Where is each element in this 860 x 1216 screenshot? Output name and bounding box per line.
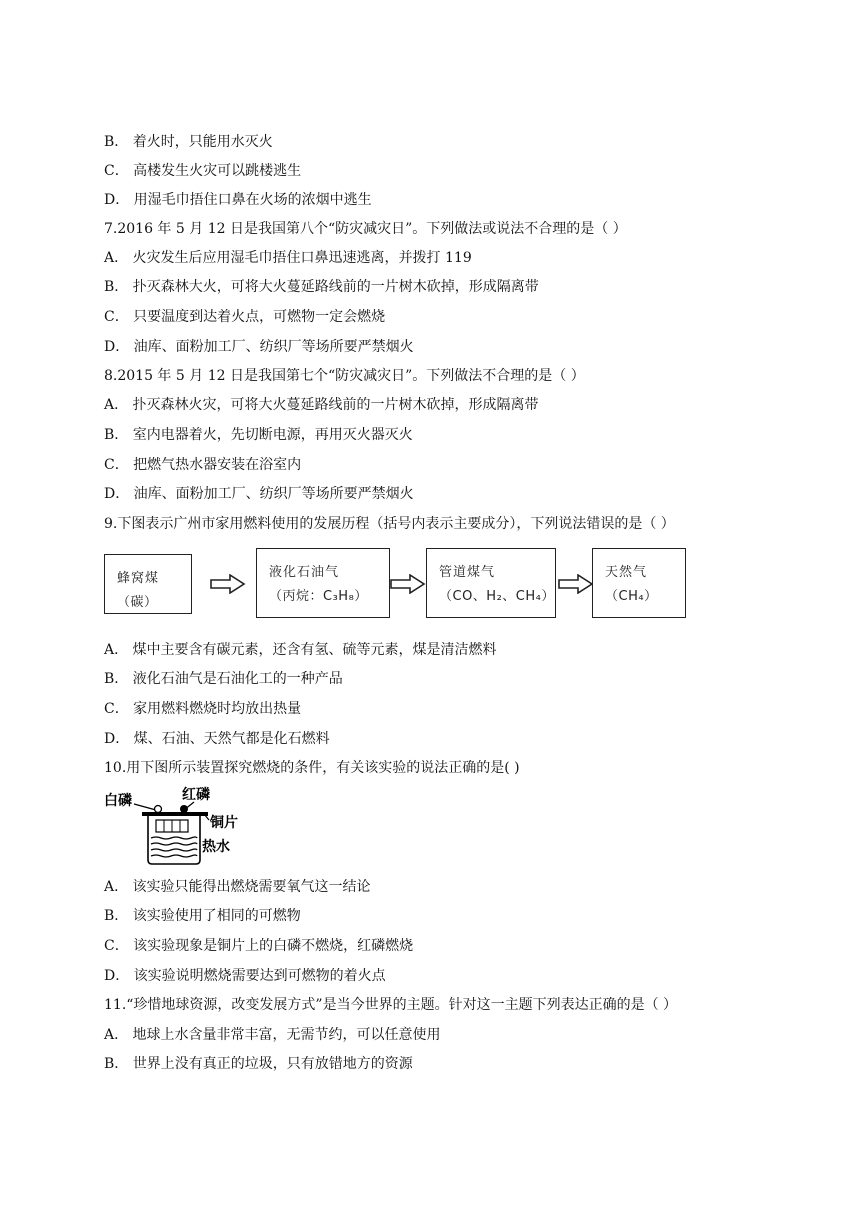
- option-b-q10: B． 该实验使用了相同的可燃物: [104, 908, 301, 924]
- combustion-apparatus: [104, 784, 274, 868]
- question-8: 8.2015 年 5 月 12 日是我国第七个“防灾减灾日”。下列做法不合理的是（ ）: [104, 368, 585, 384]
- option-d-q8: D． 油库、面粉加工厂、纺织厂等场所要严禁烟火: [104, 486, 414, 502]
- question-11: 11.“珍惜地球资源，改变发展方式”是当今世界的主题。针对这一主题下列表达正确的是（ ）: [104, 997, 678, 1013]
- arrow-right-icon: [558, 574, 594, 594]
- beaker-icon: [104, 784, 274, 868]
- fuel-box-coal: [104, 554, 192, 614]
- white-phosphorus-label: 白磷: [104, 793, 132, 809]
- arrow-right-icon: [390, 574, 426, 594]
- option-d-q6: D． 用湿毛巾捂住口鼻在火场的浓烟中逃生: [104, 192, 372, 208]
- arrow-right-icon: [210, 574, 246, 594]
- fuel-flow-diagram: [104, 546, 724, 622]
- option-c-q9: C． 家用燃料燃烧时均放出热量: [104, 701, 302, 717]
- fuel-name: 天然气: [605, 565, 648, 580]
- option-a-q11: A． 地球上水含量非常丰富，无需节约，可以任意使用: [104, 1027, 441, 1043]
- option-b-q8: B． 室内电器着火，先切断电源，再用灭火器灭火: [104, 427, 413, 443]
- option-c-q8: C． 把燃气热水器安装在浴室内: [104, 457, 302, 473]
- fuel-box-natural-gas: [592, 548, 686, 618]
- fuel-component: （碳）: [117, 595, 158, 610]
- fuel-component: （CH₄）: [605, 589, 658, 604]
- fuel-component: （丙烷：C₃H₈）: [269, 589, 368, 604]
- fuel-name: 管道煤气: [439, 565, 496, 580]
- option-b-q9: B． 液化石油气是石油化工的一种产品: [104, 671, 343, 687]
- fuel-box-lpg: [256, 548, 390, 618]
- option-d-q9: D． 煤、石油、天然气都是化石燃料: [104, 731, 330, 747]
- option-d-q10: D． 该实验说明燃烧需要达到可燃物的着火点: [104, 968, 386, 984]
- copper-sheet-label: 铜片: [210, 815, 238, 831]
- option-a-q9: A． 煤中主要含有碳元素，还含有氢、硫等元素，煤是清洁燃料: [104, 642, 497, 658]
- fuel-name: 液化石油气: [269, 565, 340, 580]
- option-b-q6: B． 着火时，只能用水灭火: [104, 134, 273, 150]
- option-d-q7: D． 油库、面粉加工厂、纺织厂等场所要严禁烟火: [104, 339, 414, 355]
- option-a-q8: A． 扑灭森林火灾，可将大火蔓延路线前的一片树木砍掉，形成隔离带: [104, 397, 539, 413]
- question-7: 7.2016 年 5 月 12 日是我国第八个“防灾减灾日”。下列做法或说法不合理的是（ ）: [104, 221, 627, 237]
- fuel-name: 蜂窝煤: [117, 571, 160, 586]
- fuel-box-gas: [426, 548, 556, 618]
- red-phosphorus-label: 红磷: [182, 787, 210, 803]
- option-b-q7: B． 扑灭森林大火，可将大火蔓延路线前的一片树木砍掉，形成隔离带: [104, 279, 539, 295]
- fuel-component: （CO、H₂、CH₄）: [439, 589, 555, 604]
- option-a-q10: A． 该实验只能得出燃烧需要氧气这一结论: [104, 879, 371, 895]
- question-9: 9.下图表示广州市家用燃料使用的发展历程（括号内表示主要成分），下列说法错误的是（ ）: [104, 516, 675, 532]
- option-a-q7: A． 火灾发生后应用湿毛巾捂住口鼻迅速逃离，并拨打 119: [104, 250, 472, 266]
- option-c-q6: C． 高楼发生火灾可以跳楼逃生: [104, 163, 302, 179]
- hot-water-label: 热水: [202, 839, 230, 855]
- question-10: 10.用下图所示装置探究燃烧的条件，有关该实验的说法正确的是( ): [104, 760, 520, 776]
- option-c-q7: C． 只要温度到达着火点，可燃物一定会燃烧: [104, 309, 386, 325]
- option-b-q11: B． 世界上没有真正的垃圾，只有放错地方的资源: [104, 1056, 413, 1072]
- option-c-q10: C． 该实验现象是铜片上的白磷不燃烧，红磷燃烧: [104, 938, 414, 954]
